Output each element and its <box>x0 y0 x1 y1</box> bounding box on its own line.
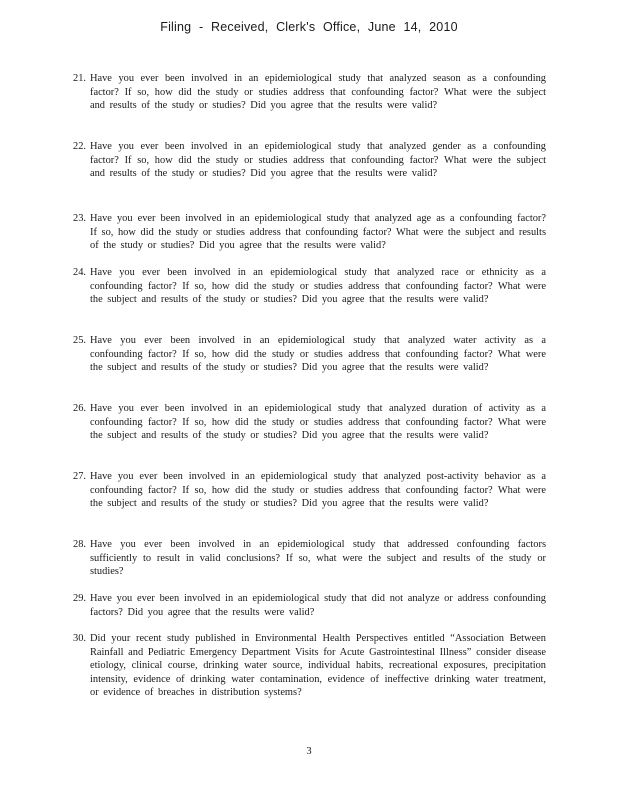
question-item <box>66 402 546 470</box>
question-number: 26. <box>73 403 86 414</box>
question-number: 22. <box>73 141 86 152</box>
question-item <box>66 140 546 212</box>
question-item <box>66 470 546 538</box>
question-item <box>66 632 546 732</box>
question-text: Have you ever been involved in an epidemiological study that analyzed gender as a confounding factor? If so, how did the study or studies address that confounding factor? What were the subject and results of the study or studies? Did you agree that the results were valid? <box>90 141 546 180</box>
question-item <box>66 266 546 334</box>
question-number: 25. <box>73 335 86 346</box>
question-number: 27. <box>73 471 86 482</box>
question-number: 21. <box>73 73 86 84</box>
page-number: 3 <box>306 746 312 757</box>
question-number: 29. <box>73 593 86 604</box>
question-text: Have you ever been involved in an epidemiological study that analyzed race or ethnicity as a confounding factor? If so, how did the study or studies address that confounding factor? What were the subject and results of the study or studies? Did you agree that the results were valid? <box>90 267 546 306</box>
question-item <box>66 334 546 402</box>
question-item <box>66 72 546 140</box>
question-text: Have you ever been involved in an epidemiological study that addressed confounding factors sufficiently to result in valid conclusions? If so, what were the subject and results of the study or studies? <box>90 539 546 578</box>
question-number: 28. <box>73 539 86 550</box>
question-text: Have you ever been involved in an epidemiological study that did not analyze or address confounding factors? Did you agree that the results were valid? <box>90 593 546 618</box>
question-item <box>66 538 546 592</box>
question-text: Have you ever been involved in an epidemiological study that analyzed post-activity behavior as a confounding factor? If so, how did the study or studies address that confounding factor? What were the subject and results of the study or studies? Did you agree that the results were valid? <box>90 471 546 510</box>
question-number: 30. <box>73 633 86 644</box>
filing-header: Filing - Received, Clerk's Office, June 14, 2010 <box>160 20 458 34</box>
question-text: Have you ever been involved in an epidemiological study that analyzed duration of activity as a confounding factor? If so, how did the study or studies address that confounding factor? What were the subject and results of the study or studies? Did you agree that the results were valid? <box>90 403 546 442</box>
question-number: 23. <box>73 213 86 224</box>
question-text: Have you ever been involved in an epidemiological study that analyzed age as a confounding factor? If so, how did the study or studies address that confounding factor? What were the subject and results of the study or studies? Did you agree that the results were valid? <box>90 213 546 252</box>
question-text: Have you ever been involved in an epidemiological study that analyzed water activity as a confounding factor? If so, how did the study or studies address that confounding factor? What were the subject and results of the study or studies? Did you agree that the results were valid? <box>90 335 546 374</box>
question-number: 24. <box>73 267 86 278</box>
question-item <box>66 212 546 266</box>
question-item <box>66 592 546 632</box>
question-text: Have you ever been involved in an epidemiological study that analyzed season as a confounding factor? If so, how did the study or studies address that confounding factor? What were the subject and results of the study or studies? Did you agree that the results were valid? <box>90 73 546 112</box>
question-list <box>66 72 546 732</box>
question-text: Did your recent study published in Environmental Health Perspectives entitled “Association Between Rainfall and Pediatric Emergency Department Visits for Acute Gastrointestinal Illness” consider disease etiology, clinical course, drinking water source, individual habits, recreational exposures, precipitation intensity, evidence of drinking water contamination, evidence of ineffective drinking water treatment, or evidence of breaches in distribution systems? <box>90 633 546 699</box>
